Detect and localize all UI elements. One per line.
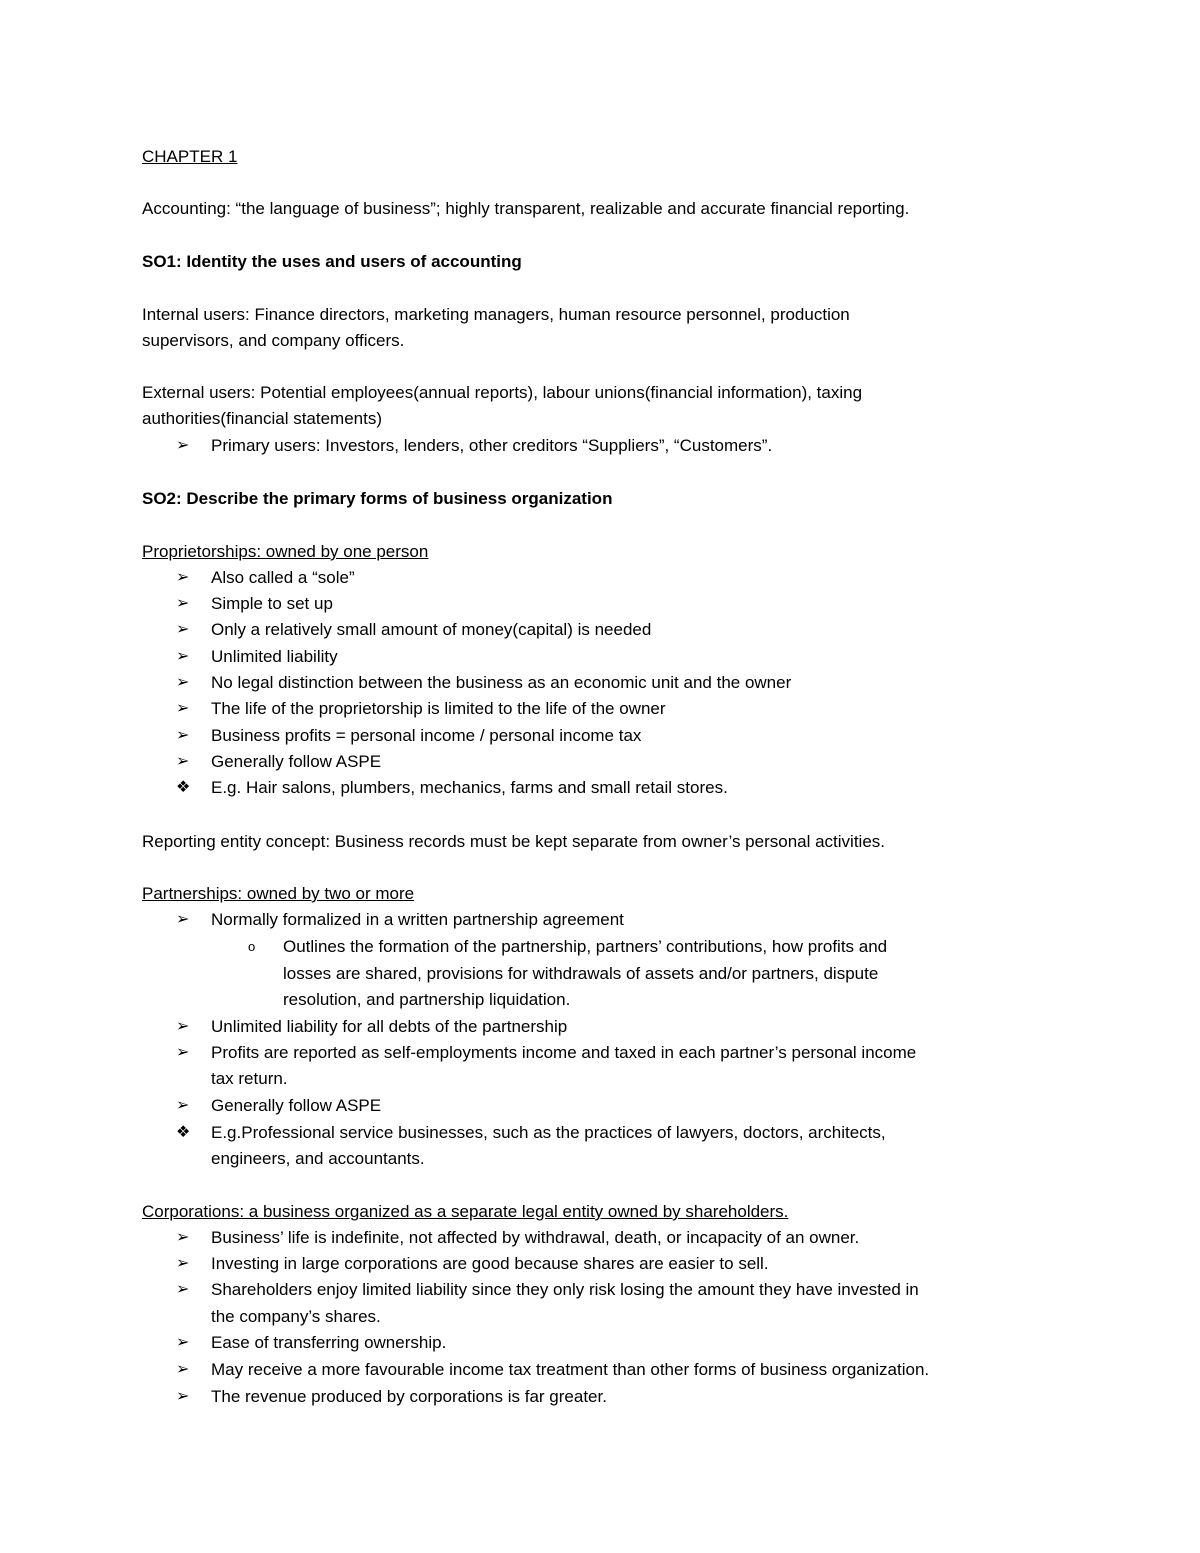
arrow-bullet-icon: ➢ [176,727,190,744]
proprietorships-heading: Proprietorships: owned by one person [142,542,429,561]
arrow-bullet-icon: ➢ [176,1281,190,1298]
list-item: Simple to set up [211,594,333,613]
list-item: Profits are reported as self-employments income and taxed in each partner’s personal income [211,1043,917,1062]
list-item: Investing in large corporations are good because shares are easier to sell. [211,1254,769,1273]
arrow-bullet-icon: ➢ [176,700,190,717]
arrow-bullet-icon: ➢ [176,648,190,665]
arrow-bullet-icon: ➢ [176,1361,190,1378]
so2-heading: SO2: Describe the primary forms of business organization [142,489,613,508]
internal-users-line-2: supervisors, and company officers. [142,331,405,350]
arrow-bullet-icon: ➢ [176,621,190,638]
corporations-heading: Corporations: a business organized as a separate legal entity owned by shareholders. [142,1202,789,1221]
arrow-bullet-icon: ➢ [176,1388,190,1405]
arrow-bullet-icon: ➢ [176,1334,190,1351]
list-item: Business’ life is indefinite, not affected by withdrawal, death, or incapacity of an owner. [211,1228,860,1247]
list-item: May receive a more favourable income tax treatment than other forms of business organization. [211,1360,930,1379]
sub-item-line-1: Outlines the formation of the partnership, partners’ contributions, how profits and [283,937,888,956]
reporting-entity-line: Reporting entity concept: Business records must be kept separate from owner’s personal activities. [142,832,886,851]
example-item: E.g.Professional service businesses, such as the practices of lawyers, doctors, architects, [211,1123,886,1142]
list-item: The revenue produced by corporations is far greater. [211,1387,607,1406]
intro-line: Accounting: “the language of business”; highly transparent, realizable and accurate financial reporting. [142,199,910,218]
list-item: Business profits = personal income / personal income tax [211,726,642,745]
list-item: Unlimited liability [211,647,338,666]
list-item: The life of the proprietorship is limited to the life of the owner [211,699,666,718]
example-item-continuation: engineers, and accountants. [211,1149,425,1168]
list-item-continuation: tax return. [211,1069,288,1088]
list-item: Unlimited liability for all debts of the partnership [211,1017,568,1036]
example-item: E.g. Hair salons, plumbers, mechanics, farms and small retail stores. [211,778,728,797]
arrow-bullet-icon: ➢ [176,595,190,612]
arrow-bullet-icon: ➢ [176,753,190,770]
list-item: No legal distinction between the business as an economic unit and the owner [211,673,792,692]
chapter-title: CHAPTER 1 [142,147,238,166]
internal-users-line-1: Internal users: Finance directors, marketing managers, human resource personnel, production [142,305,850,324]
list-item: Ease of transferring ownership. [211,1333,447,1352]
external-users-line-2: authorities(financial statements) [142,409,383,428]
arrow-bullet-icon: ➢ [176,1097,190,1114]
sub-item-line-2: losses are shared, provisions for withdrawals of assets and/or partners, dispute [283,964,879,983]
list-item: Shareholders enjoy limited liability since they only risk losing the amount they have invested in [211,1280,919,1299]
arrow-bullet-icon: ➢ [176,1229,190,1246]
so1-heading: SO1: Identity the uses and users of accounting [142,252,522,271]
arrow-bullet-icon: ➢ [176,1018,190,1035]
list-item: Generally follow ASPE [211,752,382,771]
external-users-line-1: External users: Potential employees(annual reports), labour unions(financial information), taxing [142,383,863,402]
arrow-bullet-icon: ➢ [176,437,190,454]
arrow-bullet-icon: ➢ [176,674,190,691]
arrow-bullet-icon: ➢ [176,1255,190,1272]
list-item: Also called a “sole” [211,568,355,587]
diamond-bullet-icon: ❖ [176,1124,191,1141]
list-item: Generally follow ASPE [211,1096,382,1115]
sub-item-line-3: resolution, and partnership liquidation. [283,990,571,1009]
arrow-bullet-icon: ➢ [176,1044,190,1061]
circle-bullet-icon: o [248,939,256,954]
primary-users-line: Primary users: Investors, lenders, other creditors “Suppliers”, “Customers”. [211,436,773,455]
list-item-continuation: the company’s shares. [211,1307,381,1326]
arrow-bullet-icon: ➢ [176,911,190,928]
partnerships-heading: Partnerships: owned by two or more [142,884,415,903]
arrow-bullet-icon: ➢ [176,569,190,586]
list-item: Only a relatively small amount of money(capital) is needed [211,620,652,639]
diamond-bullet-icon: ❖ [176,779,191,796]
list-item: Normally formalized in a written partnership agreement [211,910,624,929]
